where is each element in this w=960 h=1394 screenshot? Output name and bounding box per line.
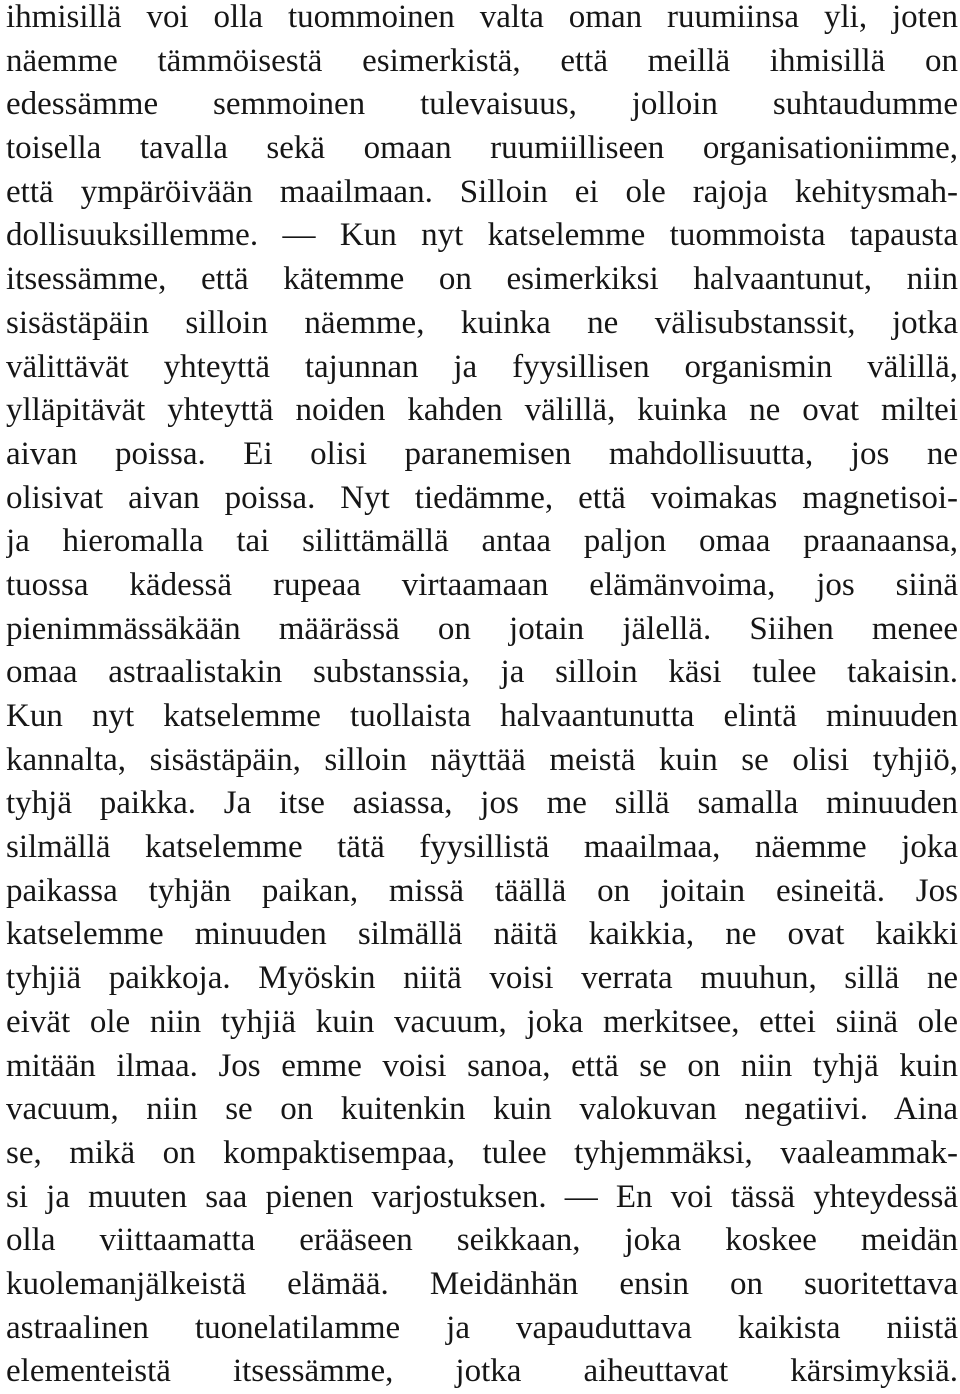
text-line: silmällä katselemme tätä fyysillistä maailmaa, näemme joka (6, 829, 958, 866)
text-line: si ja muuten saa pienen varjostuksen. — En voi tässä yhteydessä (6, 1178, 958, 1215)
text-line: ja hieromalla tai silittämällä antaa paljon omaa praanaansa, (6, 523, 958, 560)
text-line: olla viittaamatta erääseen seikkaan, joka koskee meidän (6, 1222, 958, 1259)
text-line: välittävät yhteyttä tajunnan ja fyysillisen organismin välillä, (6, 348, 958, 385)
text-line: Kun nyt katselemme tuollaista halvaantunutta elintä minuuden (6, 698, 958, 734)
text-line: sisästäpäin silloin näemme, kuinka ne välisubstanssit, jotka (6, 304, 958, 341)
text-line: itsessämme, että kätemme on esimerkiksi halvaantunut, niin (6, 261, 958, 298)
text-line: ihmisillä voi olla tuommoinen valta oman ruumiinsa yli, joten (6, 0, 958, 35)
text-line: että ympäröivään maailmaan. Silloin ei ole rajoja kehitysmah- (6, 173, 958, 210)
text-line: katselemme minuuden silmällä näitä kaikkia, ne ovat kaikki (6, 916, 958, 953)
text-line: vacuum, niin se on kuitenkin kuin valokuvan negatiivi. Aina (6, 1091, 958, 1128)
text-line: paikassa tyhjän paikan, missä täällä on joitain esineitä. Jos (6, 872, 958, 909)
text-line: omaa astraalistakin substanssia, ja silloin käsi tulee takaisin. (6, 654, 958, 691)
text-line: dollisuuksillemme. — Kun nyt katselemme tuommoista tapausta (6, 217, 958, 254)
text-line: kannalta, sisästäpäin, silloin näyttää meistä kuin se olisi tyhjiö, (6, 741, 958, 778)
text-line: tuossa kädessä rupeaa virtaamaan elämänvoima, jos siinä (6, 566, 958, 603)
text-line: näemme tämmöisestä esimerkistä, että meillä ihmisillä on (6, 42, 958, 79)
text-line: eivät ole niin tyhjiä kuin vacuum, joka merkitsee, ettei siinä ole (6, 1003, 958, 1040)
text-line: kuolemanjälkeistä elämää. Meidänhän ensin on suoritettava (6, 1265, 958, 1302)
text-line: se, mikä on kompaktisempaa, tulee tyhjemmäksi, vaaleammak- (6, 1134, 958, 1171)
body-text (6, 0, 958, 1394)
text-line: elementeistä itsessämme, jotka aiheuttavat kärsimyksiä. (6, 1353, 958, 1390)
text-line: mitään ilmaa. Jos emme voisi sanoa, että se on niin tyhjä kuin (6, 1047, 958, 1084)
text-line: aivan poissa. Ei olisi paranemisen mahdollisuutta, jos ne (6, 435, 958, 472)
text-line: edessämme semmoinen tulevaisuus, jolloin suhtaudumme (6, 86, 958, 123)
text-line: toisella tavalla sekä omaan ruumiilliseen organisationiimme, (6, 130, 958, 167)
text-line: tyhjiä paikkoja. Myöskin niitä voisi verrata muuhun, sillä ne (6, 960, 958, 997)
text-line: tyhjä paikka. Ja itse asiassa, jos me sillä samalla minuuden (6, 785, 958, 822)
text-line: pienimmässäkään määrässä on jotain jälellä. Siihen menee (6, 610, 958, 647)
text-line: astraalinen tuonelatilamme ja vapauduttava kaikista niistä (6, 1309, 958, 1346)
text-line: ylläpitävät yhteyttä noiden kahden välillä, kuinka ne ovat miltei (6, 392, 958, 429)
text-line: olisivat aivan poissa. Nyt tiedämme, että voimakas magnetisoi- (6, 479, 958, 516)
